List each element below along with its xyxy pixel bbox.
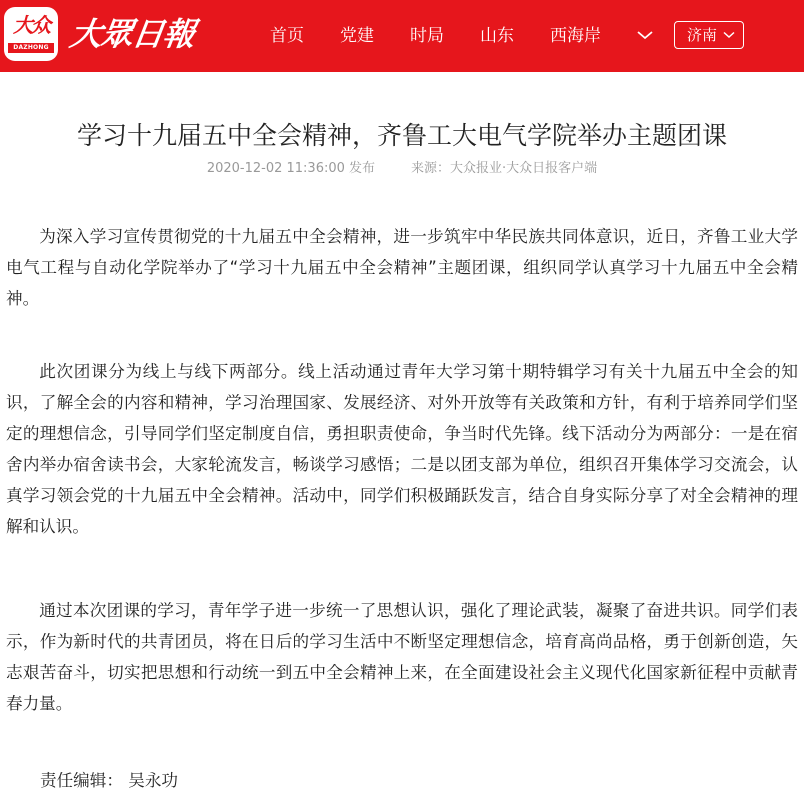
article-datetime: 2020-12-02 11:36:00 发布	[206, 161, 376, 176]
article-paragraph: 通过本次团课的学习，青年学子进一步统一了思想认识，强化了理论武装，凝聚了奋进共识。同学们表示，作为新时代的共青团员，将在日后的学习生活中不断坚定理想信念，培育高尚品格，勇于创新创造，矢志艰苦奋斗，切实把思想和行动统一到五中全会精神上来，在全面建设社会主义现代化国家新征程中贡献青春力量。	[6, 601, 798, 713]
logo-badge[interactable]	[4, 7, 58, 61]
city-select-value: 济南	[687, 26, 718, 44]
nav-item-home[interactable]: 首页	[270, 26, 304, 46]
nav-item-west-coast[interactable]: 西海岸	[550, 26, 601, 46]
article-paragraph: 此次团课分为线上与线下两部分。线上活动通过青年大学习第十期特辑学习有关十九届五中全会的知识，了解全会的内容和精神，学习治理国家、发展经济、对外开放等有关政策和方针，有利于培养同学们坚定的理想信念，引导同学们坚定制度自信，勇担职责使命，争当时代先锋。线下活动分为两部分：一是在宿舍内举办宿舍读书会，大家轮流发言，畅谈学习感悟；二是以团支部为单位，组织召开集体学习交流会，认真学习领会党的十九届五中全会精神。活动中，同学们积极踊跃发言，结合自身实际分享了对全会精神的理解和认识。	[6, 362, 798, 536]
nav-item-shandong[interactable]: 山东	[480, 26, 514, 46]
article-meta	[0, 159, 804, 179]
city-select[interactable]	[674, 21, 744, 49]
top-header	[0, 0, 804, 72]
article-title: 学习十九届五中全会精神，齐鲁工大电气学院举办主题团课	[76, 120, 727, 150]
logo-badge-subtext: DAZHONG	[8, 43, 54, 53]
city-chevron-down-icon	[723, 31, 735, 39]
article-paragraph: 为深入学习宣传贯彻党的十九届五中全会精神，进一步筑牢中华民族共同体意识，近日，齐鲁工业大学电气工程与自动化学院举办了“学习十九届五中全会精神”主题团课，组织同学认真学习十九届五中全会精神。	[6, 227, 798, 308]
nav-item-current-affairs[interactable]: 时局	[410, 26, 444, 46]
chevron-down-icon[interactable]	[636, 26, 654, 44]
article-editor: 责任编辑： 吴永功	[40, 771, 179, 790]
nav-item-party[interactable]: 党建	[340, 26, 374, 46]
article-source: 来源：大众报业·大众日报客户端	[411, 161, 598, 176]
site-logo-name[interactable]: 大眾日報	[67, 15, 197, 53]
logo-badge-text: 大众	[13, 13, 49, 37]
